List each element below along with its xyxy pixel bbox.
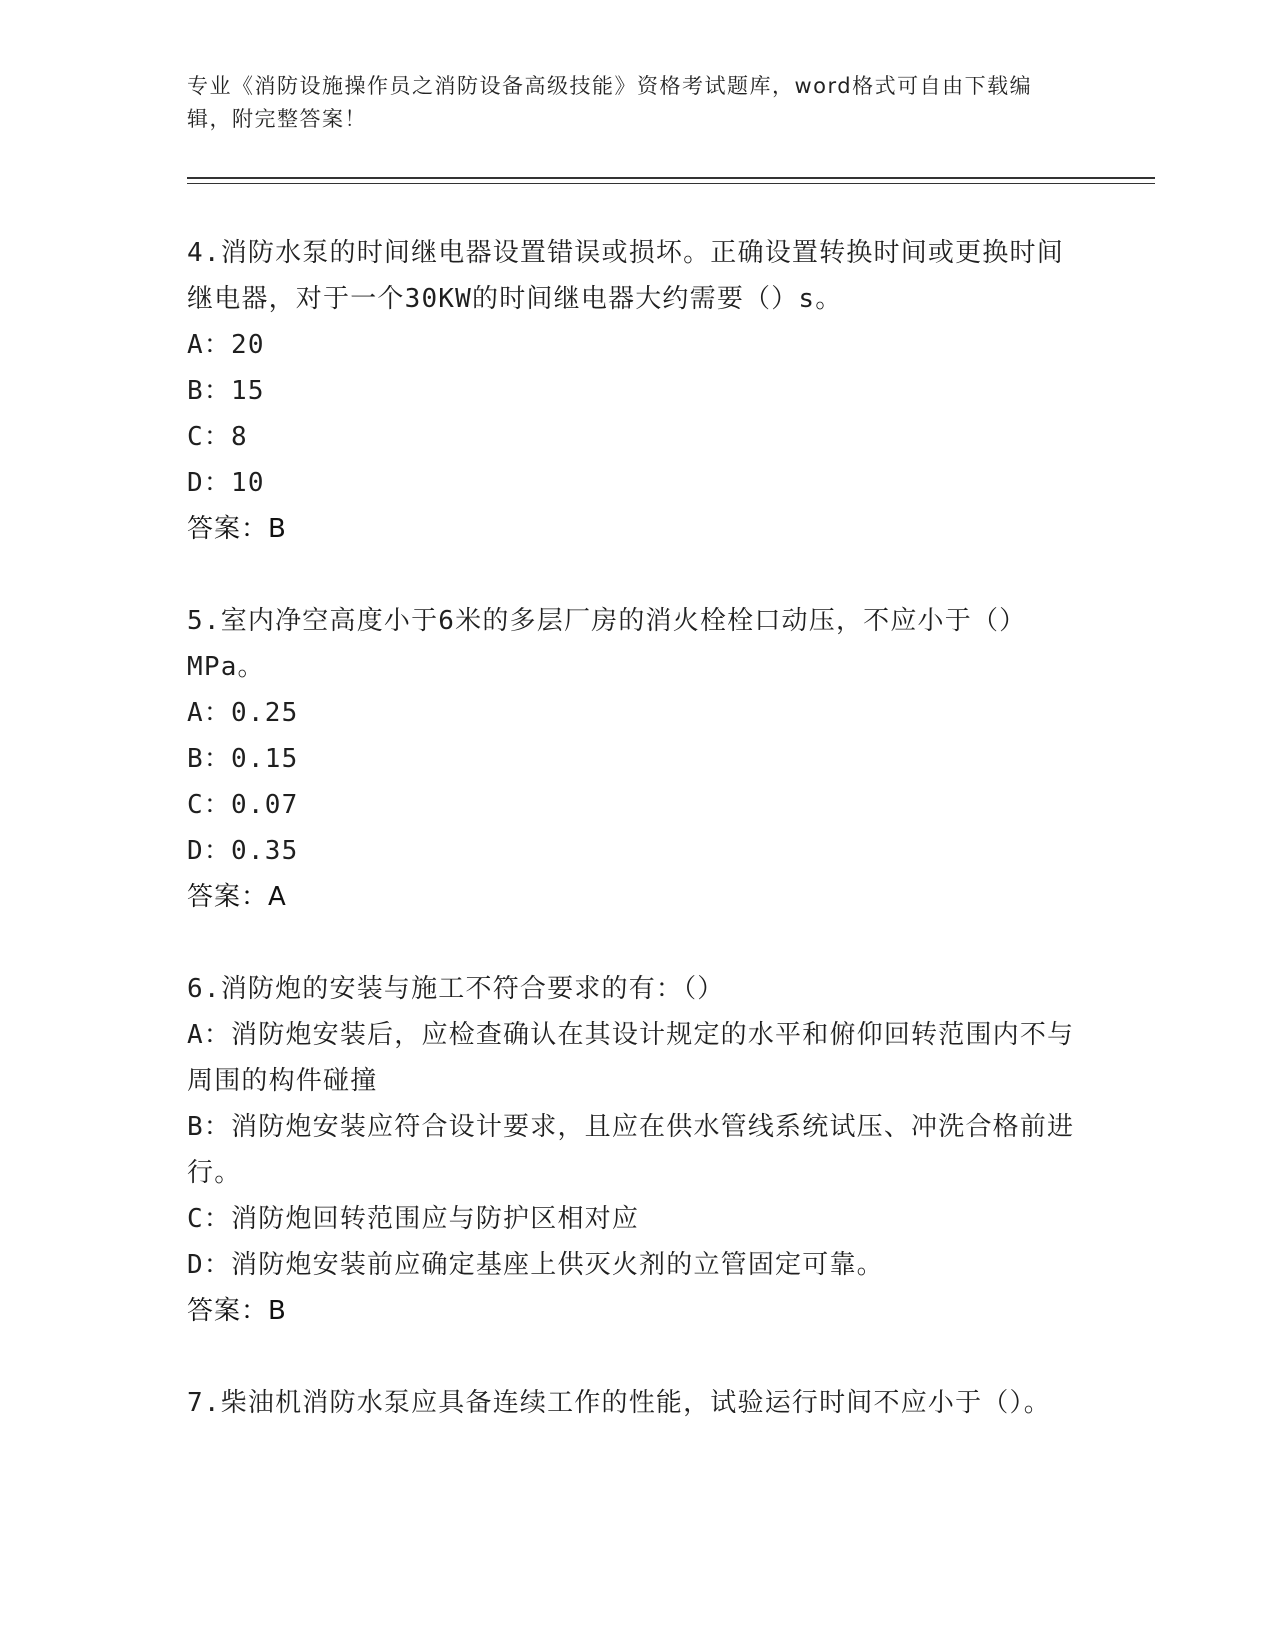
question-4 bbox=[187, 230, 1087, 552]
option-b: B：0.15 bbox=[187, 744, 299, 774]
question-5 bbox=[187, 598, 1087, 920]
question-text: 5.室内净空高度小于6米的多层厂房的消火栓栓口动压，不应小于（）MPa。 bbox=[187, 606, 1027, 682]
option-a: A：消防炮安装后，应检查确认在其设计规定的水平和俯仰回转范围内不与周围的构件碰撞 bbox=[187, 1020, 1075, 1096]
document-header: 专业《消防设施操作员之消防设备高级技能》资格考试题库，word格式可自由下载编辑，附完整答案！ bbox=[187, 74, 1033, 131]
option-d: D：消防炮安装前应确定基座上供灭火剂的立管固定可靠。 bbox=[187, 1250, 884, 1280]
option-c: C：消防炮回转范围应与防护区相对应 bbox=[187, 1204, 640, 1234]
option-a: A：20 bbox=[187, 330, 265, 360]
answer: 答案：A bbox=[187, 882, 287, 912]
question-text: 4.消防水泵的时间继电器设置错误或损坏。正确设置转换时间或更换时间继电器，对于一个30KW的时间继电器大约需要（）s。 bbox=[187, 238, 1064, 314]
option-d: D：0.35 bbox=[187, 836, 299, 866]
answer: 答案：B bbox=[187, 514, 287, 544]
question-text: 7.柴油机消防水泵应具备连续工作的性能，试验运行时间不应小于（）。 bbox=[187, 1388, 1051, 1418]
option-b: B：消防炮安装应符合设计要求，且应在供水管线系统试压、冲洗合格前进行。 bbox=[187, 1112, 1075, 1188]
header-divider-thin bbox=[187, 183, 1155, 184]
option-c: C：0.07 bbox=[187, 790, 299, 820]
option-d: D：10 bbox=[187, 468, 265, 498]
option-b: B：15 bbox=[187, 376, 265, 406]
option-c: C：8 bbox=[187, 422, 248, 452]
question-text: 6.消防炮的安装与施工不符合要求的有：（） bbox=[187, 974, 725, 1004]
answer: 答案：B bbox=[187, 1296, 287, 1326]
question-6 bbox=[187, 966, 1087, 1334]
question-list bbox=[187, 230, 1087, 1472]
question-7 bbox=[187, 1380, 1087, 1426]
option-a: A：0.25 bbox=[187, 698, 299, 728]
header-divider-thick bbox=[187, 177, 1155, 179]
